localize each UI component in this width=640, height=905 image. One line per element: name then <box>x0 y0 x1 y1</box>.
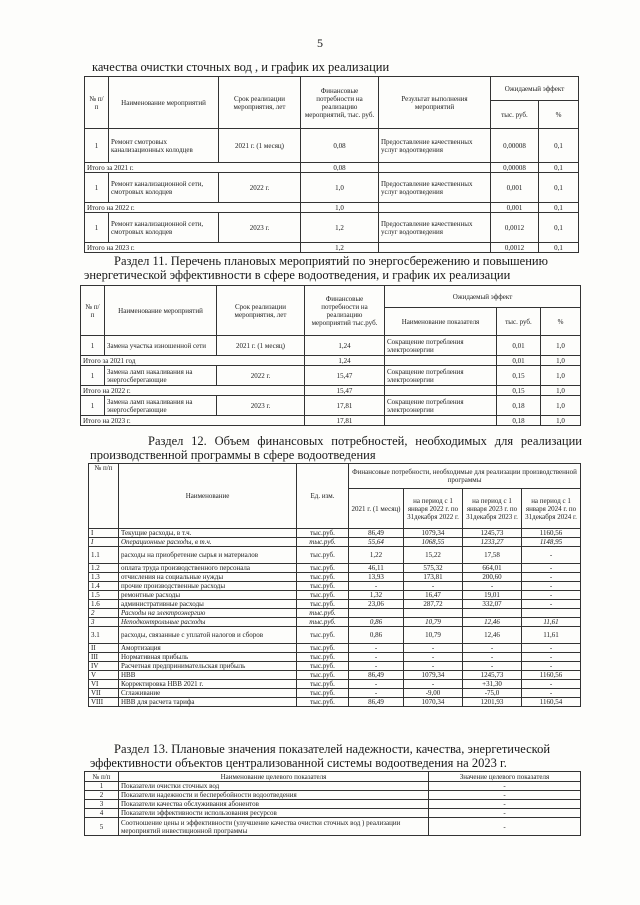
col-financing: Финансовые потребности на реализацию мероприятий тыс.руб. <box>305 286 385 336</box>
section-13-heading: Раздел 13. Плановые значения показателей надежности, качества, энергетической эффективности объектов централизованной системы водоотведения на 2023 г. <box>90 742 551 770</box>
total-row: Итого за 2021 г. 0,08 0,00008 0,1 <box>85 163 579 173</box>
col-effect-pct: % <box>539 101 579 129</box>
col-term: Срок реализации мероприятия, лет <box>219 77 301 129</box>
table-row: 3 Неподконтрольные расходы тыс.руб. 0,86 10,79 12,46 11,61 <box>89 618 581 627</box>
table-row: III Нормативная прибыль тыс.руб. - - - - <box>89 653 581 662</box>
col-event-name: Наименование мероприятий <box>109 77 219 129</box>
table-row: 1.6 административные расходы тыс.руб. 23,06 287,72 332,07 - <box>89 600 581 609</box>
total-row: Итого на 2022 г. 15,47 0,15 1,0 <box>81 386 581 396</box>
col-event-name: Наименование мероприятий <box>105 286 217 336</box>
total-row: Итого на 2023 г. 17,81 0,18 1,0 <box>81 416 581 426</box>
page-number: 5 <box>317 36 323 50</box>
table-row: 5 Соотношение цены и эффективности (улучшение качества очистки сточных вод ) реализации мероприятий инвестиционной программы - <box>85 818 581 836</box>
table-row: 4 Показатели эффективности использования ресурсов - <box>85 809 581 818</box>
col-effect-rub: тыс. руб. <box>497 308 541 336</box>
table-row: 2 Расходы на электроэнергию тыс.руб. <box>89 609 581 618</box>
total-row: Итого на 2023 г. 1,2 0,0012 0,1 <box>85 243 579 253</box>
col-indicator: Наименование показателя <box>385 308 497 336</box>
col-effect-rub: тыс. руб. <box>491 101 539 129</box>
financial-needs-table <box>88 463 581 707</box>
table-row: 1.2 оплата труда производственного персонала тыс.руб. 46,11 575,32 664,01 - <box>89 564 581 573</box>
energy-saving-table <box>80 285 581 426</box>
table-row: 1 Показатели очистки сточных вод - <box>85 782 581 791</box>
table-row: IV Расчетная предпринимательская прибыль тыс.руб. - - - - <box>89 662 581 671</box>
col-indicator-name: Наименование целевого показателя <box>119 772 429 782</box>
col-name: Наименование <box>119 464 297 529</box>
col-indicator-value: Значение целевого показателя <box>429 772 581 782</box>
table-row: 1 Замена ламп накаливания на энергосберегающие 2022 г. 15,47 Сокращение потребления электроэнергии 0,15 1,0 <box>81 366 581 386</box>
col-expected-effect: Ожидаемый эффект <box>491 77 579 101</box>
col-financing: Финансовые потребности на реализацию мероприятий, тыс. руб. <box>301 77 379 129</box>
col-num: № п/п <box>89 464 119 529</box>
table-row: I Операционные расходы, в т.ч. тыс.руб. 55,64 1068,55 1233,27 1148,95 <box>89 538 581 547</box>
section-10-heading-tail: качества очистки сточных вод , и график их реализации <box>92 60 390 74</box>
col-num: № п/ п <box>81 286 105 336</box>
col-2023: на период с 1 января 2023 г. по 31декабря 2023 г. <box>463 489 522 529</box>
section-11-heading: Раздел 11. Перечень плановых мероприятий по энергосбережению и повышению энергетической эффективности в сфере водоотведения, и график их реализации <box>84 254 548 282</box>
col-num: № п/ п <box>85 77 109 129</box>
table-row: 1 Ремонт канализационной сети, смотровых колодцев 2023 г. 1,2 Предоставление качественных услуг водоотведения 0,0012 0,1 <box>85 213 579 243</box>
col-term: Срок реализации мероприятия, лет <box>217 286 305 336</box>
table-row: 1 Замена участка изношенной сети 2021 г. (1 месяц) 1,24 Сокращение потребления электроэнергии 0,01 1,0 <box>81 336 581 356</box>
col-unit: Ед. изм. <box>297 464 349 529</box>
table-row: 1 Замена ламп накаливания на энергосберегающие 2023 г. 17,81 Сокращение потребления электроэнергии 0,18 1,0 <box>81 396 581 416</box>
table-row: II Амортизация тыс.руб. - - - - <box>89 644 581 653</box>
events-quality-table <box>84 76 579 253</box>
table-row: 1.4 прочие производственные расходы тыс.руб. - - - - <box>89 582 581 591</box>
table-row: VI Корректировка НВВ 2021 г. тыс.руб. - - +31,30 - <box>89 680 581 689</box>
table-row: 1 Ремонт смотровых канализационных колодцев 2021 г. (1 месяц) 0,08 Предоставление качественных услуг водоотведения 0,00008 0,1 <box>85 129 579 163</box>
table-row: VIII НВВ для расчета тарифа тыс.руб. 86,49 1070,34 1201,93 1160,54 <box>89 698 581 707</box>
col-financial-needs: Финансовые потребности, необходимые для реализации производственной программы <box>349 464 581 489</box>
col-effect-pct: % <box>541 308 581 336</box>
target-indicators-table <box>84 771 581 836</box>
total-row: Итого на 2022 г. 1,0 0,001 0,1 <box>85 203 579 213</box>
col-result: Результат выполнения мероприятий <box>379 77 491 129</box>
table-row: 3 Показатели качества обслуживания абонентов - <box>85 800 581 809</box>
col-expected-effect: Ожидаемый эффект <box>385 286 581 308</box>
table-row: 1.5 ремонтные расходы тыс.руб. 1,32 16,47 19,01 - <box>89 591 581 600</box>
section-12-heading: Раздел 12. Объем финансовых потребностей, необходимых для реализации производственной программы в сфере водоотведения <box>90 434 582 462</box>
col-num: № п/п <box>85 772 119 782</box>
col-2021: 2021 г. (1 месяц) <box>349 489 404 529</box>
table-row: 1 Ремонт канализационной сети, смотровых колодцев 2022 г. 1,0 Предоставление качественных услуг водоотведения 0,001 0,1 <box>85 173 579 203</box>
table-row: 3.1 расходы, связанные с уплатой налогов и сборов тыс.руб. 0,86 10,79 12,46 11,61 <box>89 627 581 644</box>
table-row: 1.1 расходы на приобретение сырья и материалов тыс.руб. 1,22 15,22 17,58 - <box>89 547 581 564</box>
total-row: Итого за 2021 год 1,24 0,01 1,0 <box>81 356 581 366</box>
table-row: I Текущие расходы, в т.ч. тыс.руб. 86,49 1079,34 1245,73 1160,56 <box>89 529 581 538</box>
table-row: V НВВ тыс.руб. 86,49 1079,34 1245,73 1160,56 <box>89 671 581 680</box>
table-row: 1.3 отчисления на социальные нужды тыс.руб. 13,93 173,81 200,60 - <box>89 573 581 582</box>
col-2024: на период с 1 января 2024 г. по 31декабря 2024 г. <box>522 489 581 529</box>
table-row: 2 Показатели надежности и бесперебойности водоотведения - <box>85 791 581 800</box>
col-2022: на период с 1 января 2022 г. по 31декабря 2022 г. <box>404 489 463 529</box>
table-row: VII Сглаживание тыс.руб. - -9,00 -75,0 - <box>89 689 581 698</box>
